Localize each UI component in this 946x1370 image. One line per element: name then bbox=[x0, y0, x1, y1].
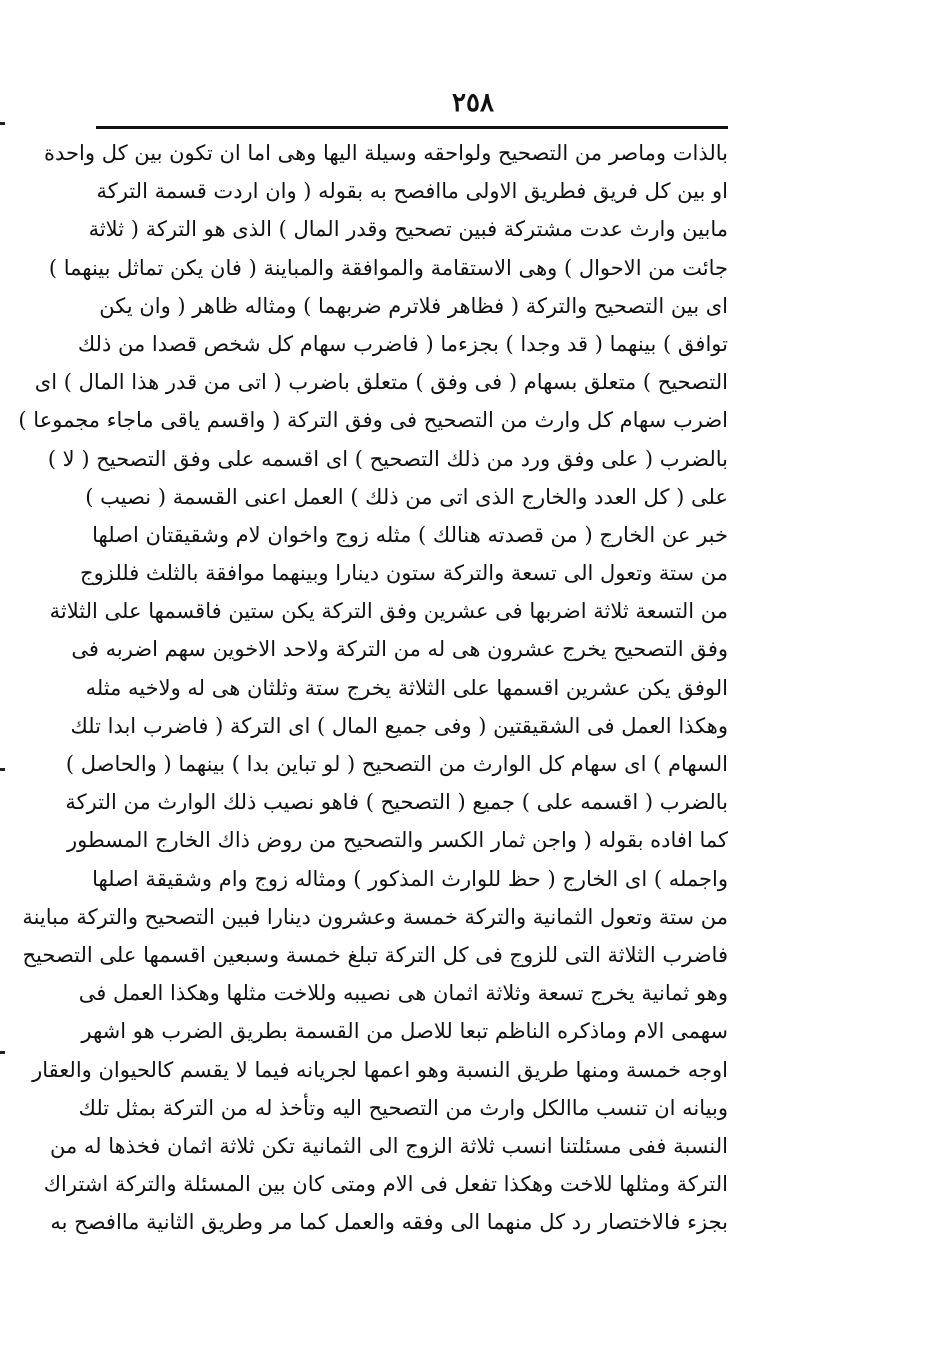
text-line: مابين وارث عدت مشتركة فبين تصحيح وقدر المال ) الذى هو التركة ( ثلاثة bbox=[88, 217, 728, 242]
text-line: جائت من الاحوال ) وهى الاستقامة والموافقة والمباينة ( فان يكن تماثل بينهما ) bbox=[48, 255, 728, 280]
text-line: التركة ومثلها للاخت وهكذا تفعل فى الام ومتى كان بين المسئلة والتركة اشتراك bbox=[43, 1172, 728, 1197]
text-line: على ( كل العدد والخارج الذى اتى من ذلك ) العمل اعنى القسمة ( نصيب ) bbox=[85, 484, 728, 509]
text-line: بالضرب ( على وفق ورد من ذلك التصحيح ) اى اقسمه على وفق التصحيح ( لا ) bbox=[47, 446, 728, 471]
text-line: توافق ) بينهما ( قد وجدا ) بجزءما ( فاضرب سهام كل شخص قصدا من ذلك bbox=[77, 331, 728, 356]
text-line: وهو ثمانية يخرج تسعة وثلاثة اثمان هى نصيبه وللاخت مثلها وهكذا العمل فى bbox=[78, 981, 728, 1006]
page-number: ٢٥٨ bbox=[452, 88, 494, 118]
text-line: سهمى الام وماذكره الناظم تبعا للاصل من القسمة بطريق الضرب هو اشهر bbox=[81, 1019, 728, 1044]
text-line: وهكذا العمل فى الشقيقتين ( وفى جميع المال ) اى التركة ( فاضرب ابدا تلك bbox=[70, 713, 728, 738]
text-line: السهام ) اى سهام كل الوارث من التصحيح ( لو تباين بدا ) بينهما ( والحاصل ) bbox=[65, 752, 728, 776]
margin-mark bbox=[0, 768, 5, 771]
text-line: من ستة وتعول الى تسعة والتركة ستون دينارا وبينهما موافقة بالثلث فللزوج bbox=[80, 561, 728, 586]
text-line: الوفق يكن عشرين اقسمها على الثلاثة يخرج ستة وثلثان هى له ولاخيه مثله bbox=[85, 675, 728, 700]
header-rule bbox=[96, 126, 728, 129]
text-line: من التسعة ثلاثة اضربها فى عشرين وفق التركة يكن ستين فاقسمها على الثلاثة bbox=[49, 599, 728, 624]
text-line: اضرب سهام كل وارث من التصحيح فى وفق التركة ( واقسم ياقى ماجاء مجموعا ) bbox=[18, 408, 728, 433]
text-line: بجزء فالاختصار رد كل منهما الى وفقه والعمل كما مر وطريق الثانية ماافصح به bbox=[50, 1210, 728, 1235]
text-line: اوجه خمسة ومنها طريق النسبة وهو اعمها لجريانه فيما لا يقسم كالحيوان والعقار bbox=[32, 1057, 728, 1082]
text-line: فاضرب الثلاثة التى للزوج فى كل التركة تبلغ خمسة وسبعين اقسمها على التصحيح bbox=[22, 942, 728, 967]
margin-mark bbox=[0, 122, 5, 125]
text-line: واجمله ) اى الخارج ( حظ للوارث المذكور ) ومثاله زوج وام وشقيقة اصلها bbox=[92, 866, 728, 891]
text-line: بالذات وماصر من التصحيح ولواحقه وسيلة اليها وهى اما ان تكون بين كل واحدة bbox=[44, 141, 728, 165]
text-line: التصحيح ) متعلق بسهام ( فى وفق ) متعلق باضرب ( اتى من قدر هذا المال ) اى bbox=[34, 370, 728, 395]
text-line: من ستة وتعول الثمانية والتركة خمسة وعشرون دينارا فبين التصحيح والتركة مباينة bbox=[22, 904, 728, 929]
text-line: وبيانه ان تنسب ماالكل وارث من التصحيح اليه وتأخذ له من التركة بمثل تلك bbox=[78, 1095, 728, 1120]
text-line: او بين كل فريق فطريق الاولى ماافصح به بقوله ( وان اردت قسمة التركة bbox=[96, 179, 728, 204]
text-line: خبر عن الخارج ( من قصدته هنالك ) مثله زوج واخوان لام وشقيقتان اصلها bbox=[92, 522, 728, 547]
text-line: وفق التصحيح يخرج عشرون هى له من التركة ولاحد الاخوين سهم اضربه فى bbox=[71, 637, 728, 662]
text-line: اى بين التصحيح والتركة ( فظاهر فلاترم ضربهما ) ومثاله ظاهر ( وان يكن bbox=[99, 293, 728, 318]
text-line: النسبة ففى مسئلتنا انسب ثلاثة الزوج الى الثمانية تكن ثلاثة اثمان فخذها له من bbox=[49, 1133, 728, 1158]
margin-mark bbox=[0, 1051, 5, 1054]
body-text bbox=[18, 134, 728, 1241]
text-line: كما افاده بقوله ( واجن ثمار الكسر والتصحيح من روض ذاك الخارج المسطور bbox=[66, 828, 728, 853]
text-line: بالضرب ( اقسمه على ) جميع ( التصحيح ) فاهو نصيب ذلك الوارث من التركة bbox=[65, 790, 728, 815]
